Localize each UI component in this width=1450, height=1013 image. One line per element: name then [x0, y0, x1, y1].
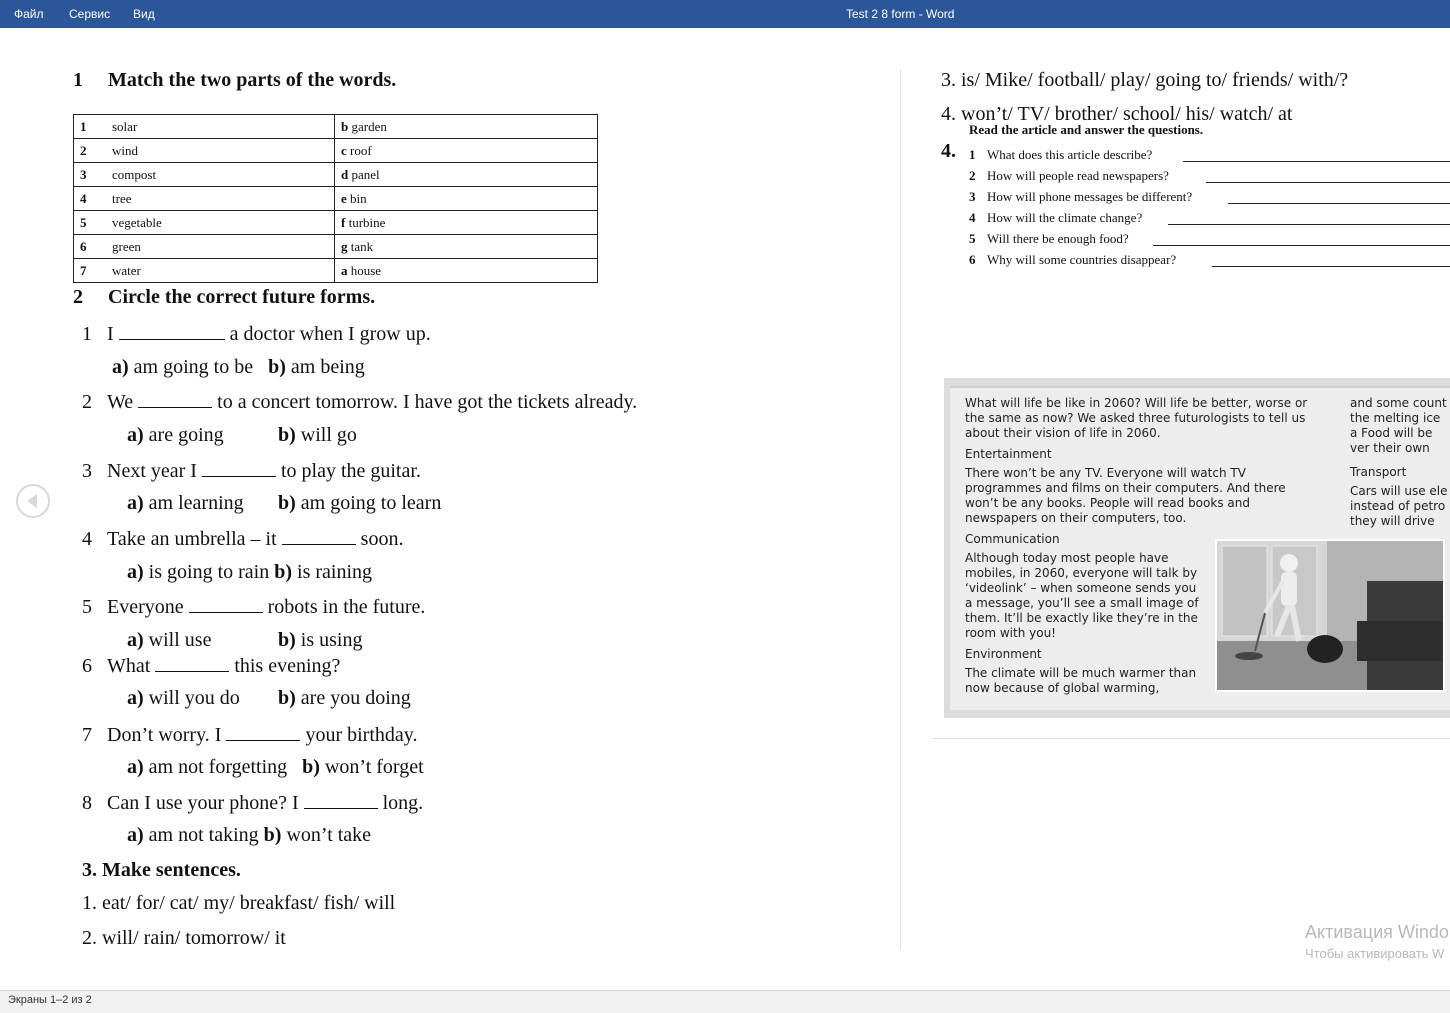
heading-entertainment: Entertainment — [965, 447, 1052, 461]
answer-line[interactable] — [1206, 182, 1450, 183]
match-letter: f — [341, 214, 346, 230]
reading-question-text: Will there be enough food? — [987, 231, 1129, 246]
match-word-end[interactable] — [335, 139, 598, 163]
question-6 — [82, 653, 340, 678]
match-word-start: green — [106, 235, 335, 259]
reading-question-text: How will the climate change? — [987, 210, 1143, 225]
option-b-text[interactable]: am being — [290, 356, 365, 378]
exercise-1-heading — [73, 69, 396, 92]
question-2 — [82, 389, 637, 414]
status-bar — [0, 990, 1450, 1013]
question-number: 2 — [82, 391, 92, 413]
question-text-start: Can I use your phone? I — [107, 792, 299, 814]
option-a-text[interactable]: am not forgetting — [148, 756, 288, 778]
question-number: 6 — [82, 655, 92, 677]
answer-line[interactable] — [1228, 203, 1450, 204]
question-3 — [82, 458, 421, 483]
question-8-options — [127, 824, 371, 847]
reading-question-number: 3 — [969, 189, 976, 204]
question-5-options — [127, 629, 211, 652]
page-divider — [900, 70, 901, 950]
window-title: Test 2 8 form - Word — [846, 7, 955, 21]
option-a-label[interactable]: a) — [112, 356, 129, 378]
option-a-text[interactable]: am learning — [148, 492, 244, 514]
reading-question-number: 1 — [969, 147, 976, 162]
article-intro: What will life be like in 2060? Will life be better, worse or the same as now? We asked three futurologists to tell us about their vision of life in 2060. — [965, 396, 1308, 440]
reading-question-text: Why will some countries disappear? — [987, 252, 1177, 267]
question-3-option-b — [278, 492, 441, 515]
exercise-3-title: 3. Make sentences. — [82, 859, 241, 881]
option-b-label[interactable]: b) — [274, 561, 293, 583]
match-word-end[interactable] — [335, 163, 598, 187]
heading-environment: Environment — [965, 647, 1042, 661]
option-a-text[interactable]: am not taking — [148, 824, 259, 846]
answer-blank[interactable] — [304, 790, 378, 809]
match-ending: bin — [350, 190, 367, 206]
activation-watermark-title: Активация Windo — [1305, 922, 1449, 942]
match-row-number: 3 — [74, 163, 107, 187]
sentence-1: 1. eat/ for/ cat/ my/ breakfast/ fish/ will — [82, 892, 396, 914]
article-communication: Although today most people have mobiles, in 2060, everyone will talk by ‘videolink’ – when someone sends you a message, you’ll see a small image of them. It’ll be exactly like they’re in the room with you! — [965, 551, 1199, 640]
heading-transport: Transport — [1350, 465, 1407, 479]
sentence-2: 2. will/ rain/ tomorrow/ it — [82, 927, 286, 949]
match-letter: e — [341, 190, 347, 206]
match-ending: panel — [351, 166, 380, 182]
article-column-2-text: and some count the melting ice a Food will be ver their own — [1350, 396, 1447, 455]
question-text-start: Next year I — [107, 460, 197, 482]
question-number: 5 — [82, 596, 92, 618]
match-word-start: wind — [106, 139, 335, 163]
option-b-label[interactable]: b) — [263, 824, 282, 846]
match-word-end[interactable] — [335, 211, 598, 235]
reading-question-number: 4 — [969, 210, 976, 225]
option-b-label[interactable]: b) — [278, 492, 296, 514]
match-ending: turbine — [348, 214, 386, 230]
option-b-label[interactable]: b) — [302, 756, 320, 778]
match-row — [74, 235, 598, 259]
option-a-label[interactable]: a) — [127, 629, 144, 651]
match-word-start: water — [106, 259, 335, 283]
match-letter: a — [341, 262, 348, 278]
match-row — [74, 211, 598, 235]
match-ending: tank — [350, 238, 374, 254]
match-ending: roof — [350, 142, 372, 158]
match-row-number: 7 — [74, 259, 107, 283]
match-ending: house — [350, 262, 382, 278]
question-3-options — [127, 492, 244, 515]
screens-indicator: Экраны 1–2 из 2 — [8, 994, 92, 1006]
match-row-number: 1 — [74, 115, 107, 139]
match-row-number: 2 — [74, 139, 107, 163]
match-row-number: 5 — [74, 211, 107, 235]
match-word-start: tree — [106, 187, 335, 211]
option-b-label[interactable]: b) — [268, 356, 286, 378]
option-b-label[interactable]: b) — [278, 629, 296, 651]
match-row — [74, 259, 598, 283]
question-text-start: We — [107, 391, 134, 413]
reading-question-text: What does this article describe? — [987, 147, 1153, 162]
match-word-end[interactable] — [335, 235, 598, 259]
option-b-label[interactable]: b) — [278, 687, 296, 709]
question-7 — [82, 722, 417, 747]
match-word-start: vegetable — [106, 211, 335, 235]
option-a-label[interactable]: a) — [127, 424, 144, 446]
activation-watermark-text: Чтобы активировать W — [1305, 946, 1445, 961]
answer-blank[interactable] — [226, 722, 300, 741]
question-5 — [82, 594, 425, 619]
match-row — [74, 139, 598, 163]
option-b-text[interactable]: won’t forget — [324, 756, 424, 778]
question-text-start: Don’t worry. I — [107, 724, 222, 746]
exercise-1-title: Match the two parts of the words. — [108, 69, 397, 91]
question-5-option-b — [278, 629, 362, 652]
question-text-end: to a concert tomorrow. I have got the tickets already. — [217, 391, 638, 413]
question-6-option-b — [278, 687, 411, 710]
sentence-4: 4. won’t/ TV/ brother/ school/ his/ watch/ at — [941, 103, 1293, 125]
match-row — [74, 187, 598, 211]
question-number: 1 — [82, 323, 92, 345]
match-row-number: 6 — [74, 235, 107, 259]
exercise-4-number: 4. — [941, 140, 956, 162]
question-text-start: Take an umbrella – it — [107, 528, 277, 550]
match-row-number: 4 — [74, 187, 107, 211]
exercise-4-title: Read the article and answer the questions. — [969, 122, 1204, 137]
match-ending: garden — [351, 118, 387, 134]
question-6-options — [127, 687, 240, 710]
option-b-text[interactable]: are you doing — [300, 687, 411, 709]
option-a-label[interactable]: a) — [127, 687, 144, 709]
option-a-text[interactable]: will use — [148, 629, 212, 651]
match-word-end[interactable] — [335, 115, 598, 139]
reading-question — [969, 231, 1129, 247]
reading-question-number: 2 — [969, 168, 976, 183]
answer-blank[interactable] — [119, 321, 225, 340]
sentence-3: 3. is/ Mike/ football/ play/ going to/ friends/ with/? — [941, 69, 1349, 91]
article-entertainment: There won’t be any TV. Everyone will watch TV programmes and films on their computers. And there won’t be any books. People will read books and newspapers on their computers, too. — [965, 466, 1286, 525]
answer-blank[interactable] — [189, 594, 263, 613]
heading-communication: Communication — [965, 532, 1060, 546]
option-a-text[interactable]: are going — [148, 424, 224, 446]
option-b-text[interactable]: will go — [300, 424, 357, 446]
question-text-end: robots in the future. — [267, 596, 426, 618]
exercise-2-number: 2 — [73, 286, 83, 308]
reading-question — [969, 168, 1169, 184]
reading-question-number: 5 — [969, 231, 976, 246]
match-word-start: solar — [106, 115, 335, 139]
question-text-start: Everyone — [107, 596, 184, 618]
question-text-start: What — [107, 655, 151, 677]
question-text-start: I — [107, 323, 114, 345]
match-table — [73, 114, 598, 283]
reading-question-text: How will people read newspapers? — [987, 168, 1169, 183]
match-letter: b — [341, 118, 349, 134]
menu-view[interactable]: Вид — [133, 7, 155, 21]
match-letter: c — [341, 142, 347, 158]
question-4 — [82, 526, 403, 551]
reading-question — [969, 252, 1176, 268]
menu-file[interactable]: Файл — [14, 7, 44, 21]
option-a-label[interactable]: a) — [127, 756, 144, 778]
option-b-text[interactable]: is raining — [297, 561, 373, 583]
answer-line[interactable] — [1153, 245, 1450, 246]
exercise-2-title: Circle the correct future forms. — [108, 286, 376, 308]
option-a-label[interactable]: a) — [127, 492, 144, 514]
question-text-end: long. — [382, 792, 424, 814]
option-a-text[interactable]: is going to rain — [148, 561, 270, 583]
page-separator — [932, 738, 1450, 739]
question-number: 8 — [82, 792, 92, 814]
answer-blank[interactable] — [155, 653, 229, 672]
reading-question-number: 6 — [969, 252, 976, 267]
option-b-label[interactable]: b) — [278, 424, 296, 446]
question-text-end: your birthday. — [305, 724, 418, 746]
option-b-text[interactable]: is using — [300, 629, 363, 651]
exercise-2-heading — [73, 286, 375, 309]
match-word-end[interactable] — [335, 187, 598, 211]
answer-blank[interactable] — [138, 389, 212, 408]
option-a-text[interactable]: am going to be — [133, 356, 254, 378]
reading-question — [969, 147, 1152, 163]
exercise-1-number: 1 — [73, 69, 83, 91]
option-a-text[interactable]: will you do — [148, 687, 240, 709]
question-number: 7 — [82, 724, 92, 746]
answer-line[interactable] — [1183, 161, 1450, 162]
question-number: 3 — [82, 460, 92, 482]
question-8 — [82, 790, 423, 815]
match-row — [74, 115, 598, 139]
match-letter: g — [341, 238, 348, 254]
match-word-end[interactable] — [335, 259, 598, 283]
previous-page-button[interactable] — [16, 484, 50, 518]
question-2-option-b — [278, 424, 357, 447]
robot-vacuum-photo — [1215, 539, 1445, 692]
question-number: 4 — [82, 528, 92, 550]
option-b-text[interactable]: won’t take — [286, 824, 372, 846]
option-b-text[interactable]: am going to learn — [300, 492, 442, 514]
menu-tools[interactable]: Сервис — [69, 7, 111, 21]
question-7-options — [127, 756, 424, 779]
title-bar — [0, 0, 1450, 28]
question-text-end: this evening? — [234, 655, 341, 677]
question-2-options — [127, 424, 224, 447]
match-letter: d — [341, 166, 349, 182]
match-row — [74, 163, 598, 187]
option-a-label[interactable]: a) — [127, 561, 144, 583]
article-transport: Cars will use ele instead of petro they will drive — [1350, 484, 1448, 528]
reading-question-text: How will phone messages be different? — [987, 189, 1193, 204]
question-4-options — [127, 561, 372, 584]
reading-question — [969, 210, 1142, 226]
option-a-label[interactable]: a) — [127, 824, 144, 846]
match-word-start: compost — [106, 163, 335, 187]
answer-line[interactable] — [1212, 266, 1450, 267]
question-text-end: to play the guitar. — [280, 460, 421, 482]
article-environment: The climate will be much warmer than now because of global warming, — [965, 666, 1197, 695]
question-text-end: a doctor when I grow up. — [229, 323, 431, 345]
answer-blank[interactable] — [202, 458, 276, 477]
question-1 — [82, 321, 431, 346]
answer-line[interactable] — [1168, 224, 1450, 225]
reading-question — [969, 189, 1192, 205]
question-text-end: soon. — [360, 528, 404, 550]
answer-blank[interactable] — [282, 526, 356, 545]
question-1-options — [112, 356, 365, 379]
